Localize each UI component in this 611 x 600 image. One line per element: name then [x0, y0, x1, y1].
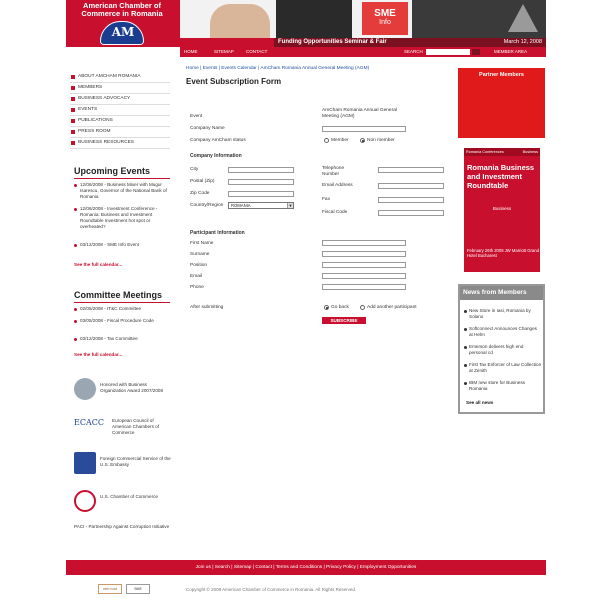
- ad-title: Romania Business and Investment Roundtable: [467, 163, 535, 190]
- company-name-input[interactable]: [322, 126, 406, 132]
- leftnav-publications[interactable]: [70, 116, 170, 127]
- position-label: Position: [190, 263, 208, 268]
- participant-info-title: Participant Information: [190, 230, 245, 236]
- company-info-title: Company Information: [190, 153, 242, 159]
- banner-tagline: [274, 38, 546, 47]
- bullet-icon: [71, 119, 75, 123]
- ad-top-text: Romania Conferences: [466, 150, 504, 154]
- news-text: Emerson delivers high end personal cd: [469, 344, 524, 355]
- bullet-icon: [71, 141, 75, 145]
- zip-label: Zip Code: [190, 191, 210, 196]
- go-back-label: Go back: [331, 305, 349, 310]
- position-input[interactable]: [322, 262, 406, 268]
- city-input[interactable]: [228, 167, 294, 173]
- news-title: News from Members: [460, 286, 543, 300]
- partner-text: Honored with Business Organization Award 2007/2008: [100, 382, 163, 393]
- participant-email-label: Email: [190, 274, 202, 279]
- building-icon: [508, 4, 538, 32]
- status-nonmember-label: Non member: [367, 138, 395, 143]
- upcoming-text: 12/06/2008 - Investment Conference - Romania: Business and Investment Roundtable Investment hot spot or overheated?: [80, 206, 158, 229]
- fiscal-code-label: Fiscal Code: [322, 210, 348, 215]
- banner-dark-panel: [412, 0, 546, 38]
- news-item[interactable]: [464, 326, 542, 338]
- left-nav: [70, 72, 170, 149]
- committee-more-link[interactable]: See the full calendar...: [74, 352, 123, 357]
- bullet-icon: [71, 75, 75, 79]
- leftnav-members[interactable]: [70, 83, 170, 94]
- banner-sme-line2: Info: [379, 19, 391, 26]
- upcoming-item[interactable]: [74, 242, 170, 248]
- member-area-link[interactable]: MEMBER AREA: [494, 49, 528, 54]
- fiscal-code-input[interactable]: [378, 210, 444, 216]
- news-item[interactable]: [464, 380, 542, 392]
- phone-label: Telephone Number: [322, 166, 345, 177]
- event-value: AmCham Romania Annual General Meeting (AGM): [322, 108, 397, 119]
- status-member-radio[interactable]: [324, 138, 329, 143]
- bullet-icon: [71, 97, 75, 101]
- email-label: Email Address: [322, 183, 353, 188]
- news-box: [458, 284, 545, 414]
- partner-paci[interactable]: PACI - Partnership Against Corruption Initiative: [74, 524, 170, 529]
- footer-logos: [98, 584, 158, 594]
- company-name-label: Company Name: [190, 126, 225, 131]
- news-text: Softconnect Announces Changes at Helm: [469, 326, 537, 337]
- ad-bottom: February 26th 2008 JW Marriott Grand Hotel Bucharest: [467, 248, 539, 258]
- banner-suit-image: [276, 0, 352, 38]
- committee-item[interactable]: [74, 306, 170, 312]
- go-back-radio[interactable]: [324, 305, 329, 310]
- banner-date: March 12, 2008: [503, 39, 542, 45]
- participant-email-input[interactable]: [322, 273, 406, 279]
- upcoming-item[interactable]: [74, 206, 170, 230]
- leftnav-label: BUSINESS RESOURCES: [78, 140, 134, 145]
- committee-item[interactable]: [74, 318, 170, 324]
- status-nonmember-radio[interactable]: [360, 138, 365, 143]
- upcoming-text: 03/12/2008 - SME Info Event: [80, 242, 139, 247]
- bullet-icon: [464, 346, 467, 349]
- leftnav-events[interactable]: [70, 105, 170, 116]
- top-nav: [180, 47, 546, 57]
- upcoming-text: 12/06/2008 - Business Mixer with Mugur Isarescu, Governor of the National Bank of Romania: [80, 182, 167, 199]
- news-text: First Tax Enforcer of Law Collection at Zenith: [469, 362, 542, 373]
- header: [66, 0, 546, 47]
- add-participant-radio[interactable]: [360, 305, 365, 310]
- country-select-value: ROMANIA: [231, 203, 251, 208]
- us-flag-icon: [74, 452, 96, 474]
- committee-item[interactable]: [74, 336, 170, 342]
- leftnav-label: MEMBERS: [78, 85, 103, 90]
- banner-hand-image: [210, 4, 270, 38]
- phone-input[interactable]: [378, 167, 444, 173]
- leftnav-label: EVENTS: [78, 107, 98, 112]
- bullet-icon: [74, 308, 77, 311]
- partner-members-box[interactable]: [458, 68, 545, 138]
- participant-phone-input[interactable]: [322, 284, 406, 290]
- see-all-news-link[interactable]: See all news: [466, 400, 494, 405]
- roundtable-ad[interactable]: [464, 148, 540, 272]
- surname-label: Surname: [190, 252, 210, 257]
- committee-text: 03/05/2008 - Fiscal Procedure Code: [80, 318, 154, 323]
- surname-input[interactable]: [322, 251, 406, 257]
- leftnav-label: BUSINESS ADVOCACY: [78, 96, 131, 101]
- subscribe-button[interactable]: SUBSCRIBE: [322, 317, 366, 324]
- bullet-icon: [74, 338, 77, 341]
- topnav-home[interactable]: HOME: [184, 49, 198, 54]
- bullet-icon: [74, 320, 77, 323]
- country-select[interactable]: [228, 202, 294, 209]
- topnav-sitemap[interactable]: SITEMAP: [214, 49, 234, 54]
- copyright: Copyright © 2008 American Chamber of Commerce in Romania. All Rights Reserved.: [186, 587, 357, 592]
- partner-text: U.S. Chamber of Commerce: [100, 494, 158, 499]
- first-name-input[interactable]: [322, 240, 406, 246]
- event-label: Event: [190, 114, 203, 119]
- award-seal-icon: [74, 378, 96, 400]
- leftnav-label: PUBLICATIONS: [78, 118, 113, 123]
- ad-top-bar: [464, 148, 540, 156]
- search-button[interactable]: [472, 49, 480, 55]
- header-banner[interactable]: [180, 0, 546, 38]
- news-item[interactable]: [464, 362, 542, 374]
- logo-mark-text: AM: [111, 25, 135, 39]
- upcoming-more-link[interactable]: See the full calendar...: [74, 262, 123, 267]
- leftnav-about[interactable]: [70, 72, 170, 83]
- postal-input[interactable]: [228, 179, 294, 185]
- country-label: Country/Region: [190, 203, 224, 208]
- city-label: City: [190, 167, 199, 172]
- footer-links[interactable]: Join us | Search | Sitemap | Contact | Terms and Conditions | Privacy Policy | Employment Opportunities: [66, 560, 546, 575]
- bullet-icon: [71, 130, 75, 134]
- partner-text: Foreign Commercial Service of the U.S. Embassy: [100, 456, 171, 467]
- banner-tagline-text: Funding Opportunities Seminar & Fair: [278, 39, 387, 45]
- logo-title: American Chamber of Commerce in Romania: [81, 1, 163, 18]
- add-participant-label: Add another participant: [367, 305, 417, 310]
- bullet-icon: [464, 364, 467, 367]
- news-text: IBM new store for Business Romania: [469, 380, 525, 391]
- company-status-label: Company AmCham status: [190, 138, 246, 143]
- committee-rule: [74, 302, 170, 303]
- fax-label: Fax: [322, 197, 330, 202]
- upcoming-item[interactable]: [74, 182, 170, 200]
- breadcrumb[interactable]: Home | Events | Events Calendar | AmCham Romania Annual General Meeting (AGM): [186, 66, 370, 71]
- fax-input[interactable]: [378, 197, 444, 203]
- partner-text: European Council of American Chambers of Commerce: [112, 418, 159, 435]
- leftnav-resources[interactable]: [70, 138, 170, 149]
- news-text: New Store in Iasi, Romania by Solano: [469, 308, 531, 319]
- upcoming-rule: [74, 178, 170, 179]
- leftnav-label: ABOUT AMCHAM ROMANIA: [78, 74, 141, 79]
- page-title: Event Subscription Form: [186, 77, 282, 86]
- topnav-contact[interactable]: CONTACT: [246, 49, 268, 54]
- participant-phone-label: Phone: [190, 285, 204, 290]
- sme-logo-icon[interactable]: SME: [126, 584, 150, 594]
- ecacc-logo-icon: ECACC: [74, 418, 104, 427]
- status-member-label: Member: [331, 138, 349, 143]
- site-logo[interactable]: [66, 0, 178, 47]
- bullet-icon: [464, 328, 467, 331]
- amcham-logo-icon: [100, 21, 144, 45]
- zip-input[interactable]: [228, 191, 294, 197]
- first-name-label: First Name: [190, 241, 214, 246]
- committee-title: Committee Meetings: [74, 290, 163, 300]
- email-input[interactable]: [378, 183, 444, 189]
- partner-members-title: Partner Members: [479, 72, 524, 78]
- search-input[interactable]: [426, 49, 470, 55]
- committee-text: 02/05/2008 - IT&C Committee: [80, 306, 142, 311]
- leftnav-advocacy[interactable]: [70, 94, 170, 105]
- ad-mid: Business: [492, 206, 512, 211]
- bullet-icon: [71, 108, 75, 112]
- bullet-icon: [464, 310, 467, 313]
- bullet-icon: [74, 244, 77, 247]
- postal-label: Postal (Zip): [190, 179, 215, 184]
- leftnav-press[interactable]: [70, 127, 170, 138]
- bullet-icon: [464, 382, 467, 385]
- news-item[interactable]: [464, 308, 542, 320]
- committee-text: 03/12/2008 - Tax Committee: [80, 336, 138, 341]
- banner-sme-line1: SME: [374, 8, 396, 19]
- banner-sme-badge: [362, 2, 408, 35]
- bullet-icon: [74, 184, 77, 187]
- bullet-icon: [71, 86, 75, 90]
- us-chamber-logo-icon: [74, 490, 96, 512]
- ad-top-right-text: Business: [522, 150, 538, 154]
- webhost-logo-icon[interactable]: web host: [98, 584, 122, 594]
- search-label: SEARCH: [404, 49, 423, 54]
- chevron-down-icon: ▼: [288, 203, 293, 208]
- after-submit-label: After submitting: [190, 305, 224, 310]
- upcoming-events-title: Upcoming Events: [74, 166, 151, 176]
- bullet-icon: [74, 208, 77, 211]
- news-item[interactable]: [464, 344, 542, 356]
- leftnav-label: PRESS ROOM: [78, 129, 111, 134]
- page: [66, 0, 546, 600]
